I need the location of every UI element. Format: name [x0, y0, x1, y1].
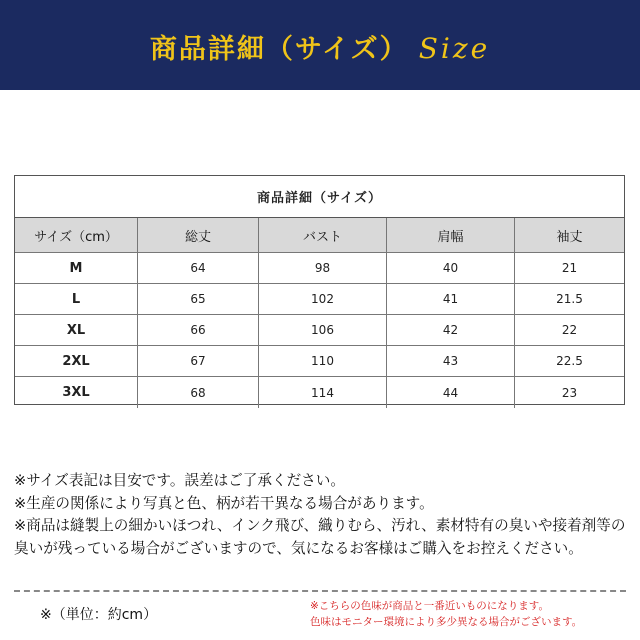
color-note	[310, 598, 635, 630]
table-cell: 106	[259, 315, 387, 345]
size-label: L	[15, 284, 138, 314]
header-banner	[0, 0, 640, 90]
notes-section	[14, 470, 632, 560]
table-cell: 66	[138, 315, 259, 345]
color-note-line: 色味はモニター環境により多少異なる場合がございます。	[310, 616, 583, 628]
table-row	[15, 377, 624, 408]
size-label: XL	[15, 315, 138, 345]
size-label: 3XL	[15, 377, 138, 408]
table-cell: 98	[259, 253, 387, 283]
note-size-guide: ※サイズ表記は目安です。誤差はご了承ください。	[14, 472, 345, 489]
table-row	[15, 284, 624, 315]
table-cell: 43	[387, 346, 515, 376]
table-cell: 23	[561, 385, 578, 400]
size-label: 2XL	[15, 346, 138, 376]
table-cell: 65	[138, 284, 259, 314]
table-cell: 44	[387, 377, 515, 408]
header-cell-length: 総丈	[138, 218, 259, 252]
banner-script-text: Size	[418, 31, 491, 65]
color-note-line: ※こちらの色味が商品と一番近いものになります。	[310, 600, 549, 612]
table-header-row	[15, 218, 624, 253]
header-cell-shoulder: 肩幅	[387, 218, 515, 252]
header-cell-size: サイズ（cm）	[15, 218, 138, 252]
table-cell: 67	[138, 346, 259, 376]
table-row	[15, 315, 624, 346]
table-row	[15, 346, 624, 377]
table-row	[15, 253, 624, 284]
table-title: 商品詳細（サイズ）	[15, 176, 624, 218]
table-cell: 22.5	[556, 354, 583, 368]
table-cell: 21	[561, 261, 578, 275]
note-color-variation: ※生産の関係により写真と色、柄が若干異なる場合があります。	[14, 494, 434, 512]
table-cell: 102	[259, 284, 387, 314]
banner-content	[150, 27, 490, 66]
table-cell: 41	[387, 284, 515, 314]
table-cell: 68	[138, 377, 259, 408]
table-cell: 40	[387, 253, 515, 283]
dashed-divider	[14, 590, 626, 592]
table-cell: 110	[259, 346, 387, 376]
note-product-condition: ※商品は縫製上の細かいほつれ、インク飛び、織りむら、汚れ、素材特有の臭いや接着剤等の臭いが残っている場合がございますので、気になるお客様はご購入をお控えください。	[14, 517, 626, 557]
header-cell-sleeve: 袖丈	[556, 229, 583, 245]
table-cell: 42	[387, 315, 515, 345]
header-cell-bust: バスト	[259, 218, 387, 252]
table-cell: 114	[259, 377, 387, 408]
table-cell: 22	[561, 323, 578, 337]
banner-title: 商品詳細（サイズ）	[149, 33, 409, 65]
size-label: M	[15, 253, 138, 283]
table-cell: 64	[138, 253, 259, 283]
unit-note: ※（単位：約cm）	[40, 607, 158, 623]
size-table	[14, 175, 625, 405]
table-cell: 21.5	[556, 292, 583, 306]
